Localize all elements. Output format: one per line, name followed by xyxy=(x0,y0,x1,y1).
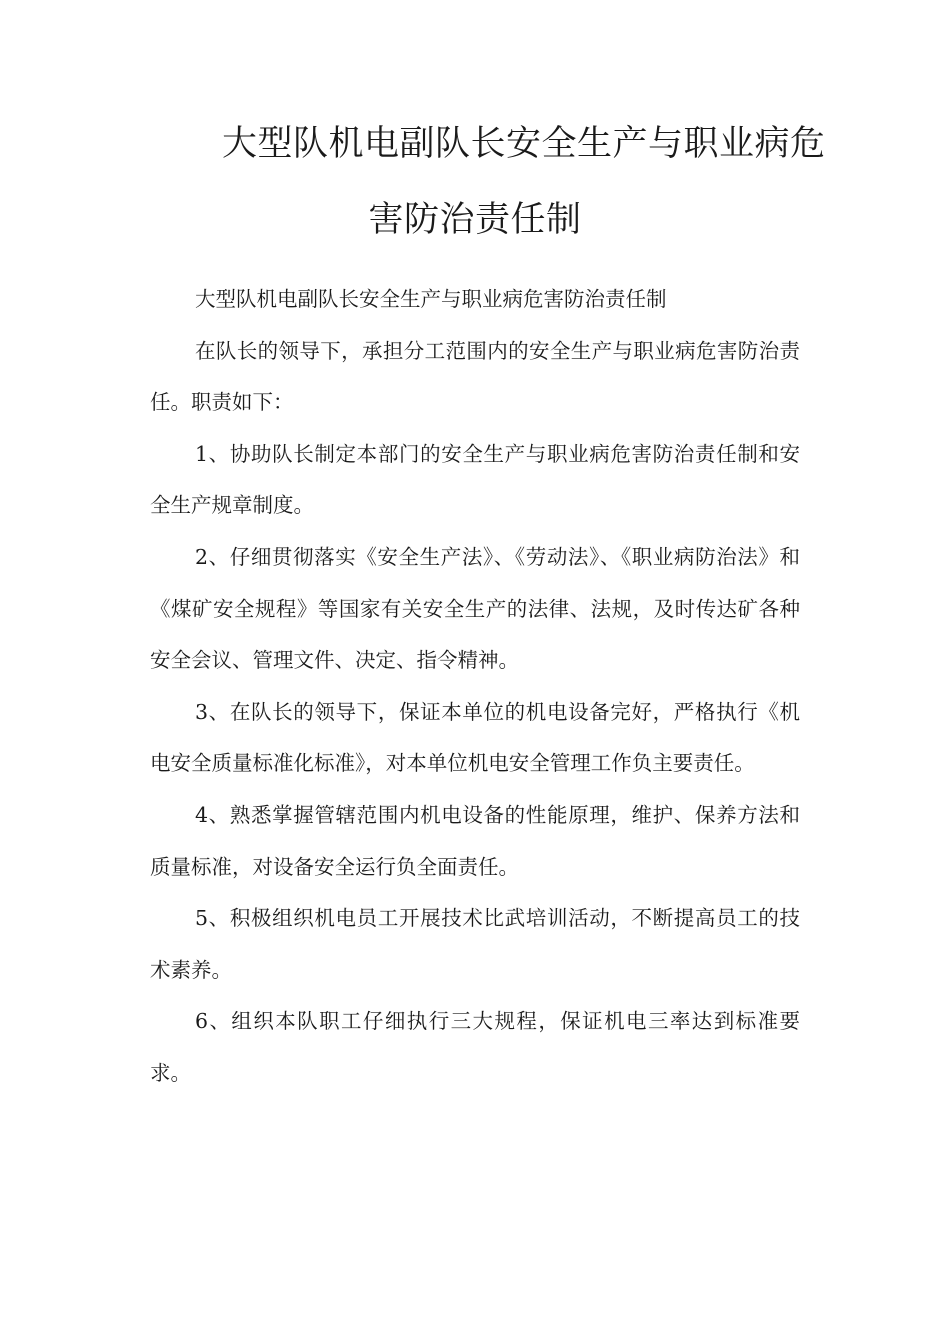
paragraph-item-2: 2、仔细贯彻落实《安全生产法》、《劳动法》、《职业病防治法》和《煤矿安全规程》等国家有关安全生产的法律、法规，及时传达矿各种安全会议、管理文件、决定、指令精神。 xyxy=(150,544,800,673)
paragraph-intro: 在队长的领导下，承担分工范围内的安全生产与职业病危害防治责任。职责如下： xyxy=(150,338,800,415)
document-body xyxy=(150,274,800,1100)
document-title-line-2: 害防治责任制 xyxy=(368,200,582,240)
paragraph-item-6: 6、组织本队职工仔细执行三大规程，保证机电三率达到标准要求。 xyxy=(150,1009,800,1085)
document-title-line-1: 大型队机电副队长安全生产与职业病危 xyxy=(222,124,826,164)
paragraph-item-1: 1、协助队长制定本部门的安全生产与职业病危害防治责任制和安全生产规章制度。 xyxy=(150,441,800,518)
paragraph-item-4: 4、熟悉掌握管辖范围内机电设备的性能原理，维护、保养方法和质量标准，对设备安全运行负全面责任。 xyxy=(150,802,800,879)
paragraph-item-5: 5、积极组织机电员工开展技术比武培训活动，不断提高员工的技术素养。 xyxy=(150,906,800,982)
paragraph-heading: 大型队机电副队长安全生产与职业病危害防治责任制 xyxy=(195,287,667,311)
paragraph-item-3: 3、在队长的领导下，保证本单位的机电设备完好，严格执行《机电安全质量标准化标准》，对本单位机电安全管理工作负主要责任。 xyxy=(150,699,800,776)
